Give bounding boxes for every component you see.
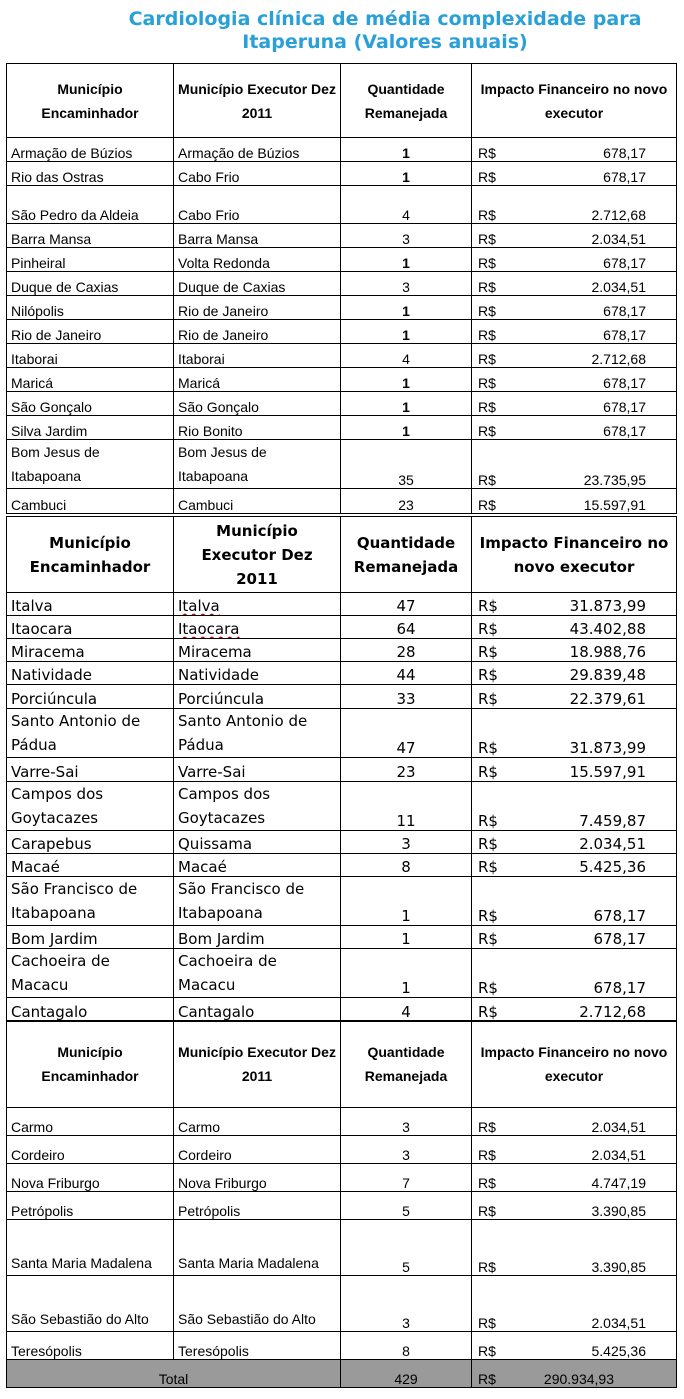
header-municipio-encaminhador: Município Encaminhador — [7, 1021, 174, 1108]
municipio-executor: Rio de Janeiro — [174, 320, 341, 344]
currency-label: R$ — [478, 231, 496, 247]
municipio-executor: Varre-Sai — [174, 758, 341, 782]
table-row — [7, 831, 677, 854]
amount: 43.402,88 — [569, 620, 646, 638]
header-municipio-executor: Município Executor Dez 2011 — [174, 517, 341, 593]
municipio-encaminhador: Santa Maria Madalena — [7, 1220, 174, 1276]
currency-label: R$ — [478, 858, 498, 876]
municipio-encaminhador: Bom Jardim — [7, 926, 174, 949]
table-row — [7, 1220, 677, 1276]
municipio-encaminhador: Maricá — [7, 368, 174, 392]
quantidade: 1 — [341, 320, 472, 344]
municipio-executor: Campos dos Goytacazes — [174, 782, 341, 831]
municipio-executor: Armação de Búzios — [174, 138, 341, 162]
quantidade: 4 — [341, 186, 472, 224]
municipio-encaminhador: Armação de Búzios — [7, 138, 174, 162]
quantidade: 4 — [341, 998, 472, 1022]
municipio-encaminhador: Cachoeira de Macacu — [7, 949, 174, 998]
currency-label: R$ — [478, 207, 496, 223]
quantidade: 28 — [341, 639, 472, 662]
municipio-encaminhador: Macaé — [7, 854, 174, 877]
impacto-financeiro — [472, 1192, 677, 1220]
amount: 2.034,51 — [591, 1147, 646, 1163]
municipio-executor: Petrópolis — [174, 1192, 341, 1220]
municipio-encaminhador: Silva Jardim — [7, 416, 174, 440]
municipio-encaminhador: Barra Mansa — [7, 224, 174, 248]
municipio-encaminhador: Italva — [7, 593, 174, 616]
currency-label: R$ — [478, 1259, 496, 1275]
impacto-financeiro — [472, 1164, 677, 1192]
municipio-encaminhador: Carapebus — [7, 831, 174, 854]
table-row — [7, 320, 677, 344]
municipio-encaminhador: Teresópolis — [7, 1332, 174, 1360]
table-row — [7, 639, 677, 662]
amount: 3.390,85 — [591, 1259, 646, 1275]
table-row — [7, 854, 677, 877]
impacto-financeiro — [472, 1108, 677, 1136]
municipio-encaminhador: Itaocara — [7, 616, 174, 639]
municipio-executor: Santa Maria Madalena — [174, 1220, 341, 1276]
municipio-encaminhador: Varre-Sai — [7, 758, 174, 782]
quantidade: 4 — [341, 344, 472, 368]
municipio-encaminhador: Natividade — [7, 662, 174, 685]
table-row — [7, 392, 677, 416]
currency-label: R$ — [478, 1003, 498, 1021]
currency-label: R$ — [478, 145, 496, 161]
quantidade: 33 — [341, 685, 472, 709]
currency-label: R$ — [478, 472, 496, 488]
impacto-financeiro — [472, 296, 677, 320]
currency-label: R$ — [478, 1175, 496, 1191]
municipio-executor: Maricá — [174, 368, 341, 392]
impacto-financeiro — [472, 392, 677, 416]
table-row — [7, 416, 677, 440]
quantidade: 3 — [341, 1108, 472, 1136]
municipio-executor: Italva — [174, 593, 341, 616]
table-row — [7, 949, 677, 998]
table-row — [7, 1332, 677, 1360]
municipio-encaminhador: Nilópolis — [7, 296, 174, 320]
impacto-financeiro — [472, 998, 677, 1022]
impacto-financeiro — [472, 224, 677, 248]
impacto-financeiro — [472, 1276, 677, 1332]
amount: 678,17 — [603, 327, 646, 343]
table-row — [7, 162, 677, 186]
currency-label: R$ — [478, 497, 496, 513]
amount: 2.034,51 — [579, 835, 646, 853]
quantidade: 5 — [341, 1192, 472, 1220]
currency-label: R$ — [478, 1371, 496, 1387]
quantidade: 5 — [341, 1220, 472, 1276]
municipio-encaminhador: São Gonçalo — [7, 392, 174, 416]
table-3 — [6, 1020, 677, 1388]
municipio-executor: Cambuci — [174, 489, 341, 514]
quantidade: 8 — [341, 1332, 472, 1360]
amount: 2.034,51 — [591, 231, 646, 247]
amount: 678,17 — [593, 979, 646, 997]
municipio-executor: Macaé — [174, 854, 341, 877]
amount: 29.839,48 — [569, 666, 646, 684]
municipio-executor: Itaborai — [174, 344, 341, 368]
amount: 15.597,91 — [569, 763, 646, 781]
table-row — [7, 685, 677, 709]
amount: 2.034,51 — [591, 279, 646, 295]
table-row — [7, 1164, 677, 1192]
amount: 22.379,61 — [569, 690, 646, 708]
amount: 15.597,91 — [583, 497, 646, 513]
quantidade: 11 — [341, 782, 472, 831]
municipio-executor: Duque de Caxias — [174, 272, 341, 296]
quantidade: 1 — [341, 416, 472, 440]
impacto-financeiro — [472, 831, 677, 854]
table-row — [7, 782, 677, 831]
impacto-financeiro — [472, 593, 677, 616]
municipio-encaminhador: Cantagalo — [7, 998, 174, 1022]
currency-label: R$ — [478, 690, 498, 708]
currency-label: R$ — [478, 327, 496, 343]
table-row — [7, 1136, 677, 1164]
amount: 23.735,95 — [583, 472, 646, 488]
header-quantidade: Quantidade Remanejada — [341, 517, 472, 593]
municipio-encaminhador: São Sebastião do Alto — [7, 1276, 174, 1332]
table-row — [7, 224, 677, 248]
municipio-encaminhador: São Pedro da Aldeia — [7, 186, 174, 224]
municipio-executor: Bom Jesus de Itabapoana — [174, 440, 341, 489]
header-impacto: Impacto Financeiro no novo executor — [472, 1021, 677, 1108]
currency-label: R$ — [478, 643, 498, 661]
impacto-financeiro — [472, 685, 677, 709]
header-impacto: Impacto Financeiro no novo executor — [472, 64, 677, 138]
table-row — [7, 1108, 677, 1136]
municipio-encaminhador: Rio de Janeiro — [7, 320, 174, 344]
municipio-executor: Natividade — [174, 662, 341, 685]
quantidade: 1 — [341, 949, 472, 998]
municipio-executor: Bom Jardim — [174, 926, 341, 949]
impacto-financeiro — [472, 709, 677, 758]
impacto-financeiro — [472, 877, 677, 926]
table-row — [7, 489, 677, 514]
table-row — [7, 758, 677, 782]
table-row — [7, 616, 677, 639]
header-municipio-encaminhador: Município Encaminhador — [7, 517, 174, 593]
amount: 2.034,51 — [591, 1119, 646, 1135]
table-row — [7, 248, 677, 272]
amount: 18.988,76 — [569, 643, 646, 661]
currency-label: R$ — [478, 930, 498, 948]
amount: 2.712,68 — [591, 207, 646, 223]
municipio-executor: Miracema — [174, 639, 341, 662]
quantidade: 8 — [341, 854, 472, 877]
quantidade: 3 — [341, 224, 472, 248]
impacto-financeiro — [472, 782, 677, 831]
quantidade: 1 — [341, 138, 472, 162]
currency-label: R$ — [478, 666, 498, 684]
municipio-executor: Barra Mansa — [174, 224, 341, 248]
quantidade: 3 — [341, 1136, 472, 1164]
quantidade: 3 — [341, 1276, 472, 1332]
amount: 678,17 — [593, 930, 646, 948]
amount: 3.390,85 — [591, 1203, 646, 1219]
municipio-executor: Cabo Frio — [174, 186, 341, 224]
table-row — [7, 662, 677, 685]
amount: 678,17 — [603, 169, 646, 185]
municipio-encaminhador: Campos dos Goytacazes — [7, 782, 174, 831]
currency-label: R$ — [478, 907, 498, 925]
municipio-encaminhador: Bom Jesus de Itabapoana — [7, 440, 174, 489]
currency-label: R$ — [478, 739, 498, 757]
municipio-executor: Santo Antonio de Pádua — [174, 709, 341, 758]
municipio-executor: São Francisco de Itabapoana — [174, 877, 341, 926]
currency-label: R$ — [478, 1343, 496, 1359]
table-row — [7, 1276, 677, 1332]
total-value-cell — [472, 1360, 677, 1388]
amount: 678,17 — [603, 145, 646, 161]
quantidade: 47 — [341, 593, 472, 616]
municipio-executor: Nova Friburgo — [174, 1164, 341, 1192]
amount: 4.747,19 — [591, 1175, 646, 1191]
amount: 31.873,99 — [569, 739, 646, 757]
municipio-executor: Rio de Janeiro — [174, 296, 341, 320]
amount: 678,17 — [603, 423, 646, 439]
quantidade: 23 — [341, 758, 472, 782]
impacto-financeiro — [472, 138, 677, 162]
currency-label: R$ — [478, 423, 496, 439]
quantidade: 35 — [341, 440, 472, 489]
table-row — [7, 1192, 677, 1220]
impacto-financeiro — [472, 616, 677, 639]
header-municipio-encaminhador: Município Encaminhador — [7, 64, 174, 138]
currency-label: R$ — [478, 620, 498, 638]
total-row — [7, 1360, 677, 1388]
currency-label: R$ — [478, 279, 496, 295]
currency-label: R$ — [478, 255, 496, 271]
municipio-encaminhador: Porciúncula — [7, 685, 174, 709]
currency-label: R$ — [478, 1147, 496, 1163]
total-qty: 429 — [341, 1360, 472, 1388]
currency-label: R$ — [478, 812, 498, 830]
quantidade: 3 — [341, 831, 472, 854]
municipio-executor: Porciúncula — [174, 685, 341, 709]
amount: 678,17 — [593, 907, 646, 925]
table-row — [7, 709, 677, 758]
impacto-financeiro — [472, 1136, 677, 1164]
currency-label: R$ — [478, 303, 496, 319]
municipio-executor: Teresópolis — [174, 1332, 341, 1360]
table-row — [7, 344, 677, 368]
municipio-encaminhador: Cambuci — [7, 489, 174, 514]
amount: 678,17 — [603, 375, 646, 391]
quantidade: 7 — [341, 1164, 472, 1192]
currency-label: R$ — [478, 1203, 496, 1219]
impacto-financeiro — [472, 272, 677, 296]
quantidade: 1 — [341, 368, 472, 392]
table-row — [7, 186, 677, 224]
amount: 31.873,99 — [569, 597, 646, 615]
table-row — [7, 877, 677, 926]
impacto-financeiro — [472, 949, 677, 998]
impacto-financeiro — [472, 662, 677, 685]
municipio-encaminhador: Itaborai — [7, 344, 174, 368]
amount: 678,17 — [603, 399, 646, 415]
amount: 7.459,87 — [579, 812, 646, 830]
amount: 2.034,51 — [591, 1315, 646, 1331]
municipio-executor: Carmo — [174, 1108, 341, 1136]
impacto-financeiro — [472, 1220, 677, 1276]
quantidade: 1 — [341, 248, 472, 272]
header-municipio-executor: Município Executor Dez 2011 — [174, 64, 341, 138]
quantidade: 44 — [341, 662, 472, 685]
currency-label: R$ — [478, 763, 498, 781]
quantidade: 23 — [341, 489, 472, 514]
currency-label: R$ — [478, 169, 496, 185]
table-row — [7, 296, 677, 320]
currency-label: R$ — [478, 597, 498, 615]
municipio-executor: Volta Redonda — [174, 248, 341, 272]
table-row — [7, 272, 677, 296]
quantidade: 1 — [341, 392, 472, 416]
amount: 5.425,36 — [579, 858, 646, 876]
header-quantidade: Quantidade Remanejada — [341, 1021, 472, 1108]
municipio-encaminhador: Miracema — [7, 639, 174, 662]
amount: 5.425,36 — [591, 1343, 646, 1359]
table-row — [7, 998, 677, 1022]
municipio-executor: São Gonçalo — [174, 392, 341, 416]
amount: 678,17 — [603, 255, 646, 271]
impacto-financeiro — [472, 416, 677, 440]
currency-label: R$ — [478, 979, 498, 997]
impacto-financeiro — [472, 854, 677, 877]
municipio-executor: Cabo Frio — [174, 162, 341, 186]
currency-label: R$ — [478, 1315, 496, 1331]
impacto-financeiro — [472, 1332, 677, 1360]
impacto-financeiro — [472, 440, 677, 489]
municipio-executor: Cantagalo — [174, 998, 341, 1022]
table-2 — [6, 516, 677, 1022]
quantidade: 1 — [341, 296, 472, 320]
impacto-financeiro — [472, 162, 677, 186]
municipio-executor: Itaocara — [174, 616, 341, 639]
municipio-executor: São Sebastião do Alto — [174, 1276, 341, 1332]
amount: 678,17 — [603, 303, 646, 319]
table-row — [7, 926, 677, 949]
municipio-executor: Quissama — [174, 831, 341, 854]
municipio-encaminhador: Duque de Caxias — [7, 272, 174, 296]
table-row — [7, 593, 677, 616]
quantidade: 47 — [341, 709, 472, 758]
impacto-financeiro — [472, 368, 677, 392]
municipio-encaminhador: Pinheiral — [7, 248, 174, 272]
currency-label: R$ — [478, 399, 496, 415]
impacto-financeiro — [472, 489, 677, 514]
impacto-financeiro — [472, 758, 677, 782]
header-quantidade: Quantidade Remanejada — [341, 64, 472, 138]
impacto-financeiro — [472, 926, 677, 949]
municipio-encaminhador: Carmo — [7, 1108, 174, 1136]
header-municipio-executor: Município Executor Dez 2011 — [174, 1021, 341, 1108]
total-label: Total — [7, 1360, 341, 1388]
table-row — [7, 440, 677, 489]
currency-label: R$ — [478, 1119, 496, 1135]
total-value: 290.934,93 — [543, 1371, 614, 1387]
table-row — [7, 368, 677, 392]
quantidade: 1 — [341, 877, 472, 926]
currency-label: R$ — [478, 375, 496, 391]
impacto-financeiro — [472, 320, 677, 344]
municipio-encaminhador: Nova Friburgo — [7, 1164, 174, 1192]
currency-label: R$ — [478, 835, 498, 853]
quantidade: 1 — [341, 926, 472, 949]
amount: 2.712,68 — [591, 351, 646, 367]
table-row — [7, 138, 677, 162]
municipio-executor: Cachoeira de Macacu — [174, 949, 341, 998]
municipio-encaminhador: Cordeiro — [7, 1136, 174, 1164]
municipio-executor: Cordeiro — [174, 1136, 341, 1164]
amount: 2.712,68 — [579, 1003, 646, 1021]
impacto-financeiro — [472, 344, 677, 368]
currency-label: R$ — [478, 351, 496, 367]
quantidade: 1 — [341, 162, 472, 186]
header-impacto: Impacto Financeiro no novo executor — [472, 517, 677, 593]
municipio-encaminhador: Santo Antonio de Pádua — [7, 709, 174, 758]
quantidade: 64 — [341, 616, 472, 639]
impacto-financeiro — [472, 248, 677, 272]
quantidade: 3 — [341, 272, 472, 296]
municipio-encaminhador: Petrópolis — [7, 1192, 174, 1220]
municipio-encaminhador: São Francisco de Itabapoana — [7, 877, 174, 926]
municipio-encaminhador: Rio das Ostras — [7, 162, 174, 186]
impacto-financeiro — [472, 186, 677, 224]
page-title: Cardiologia clínica de média complexidade para Itaperuna (Valores anuais) — [128, 8, 642, 53]
impacto-financeiro — [472, 639, 677, 662]
municipio-executor: Rio Bonito — [174, 416, 341, 440]
table-1 — [6, 63, 677, 514]
